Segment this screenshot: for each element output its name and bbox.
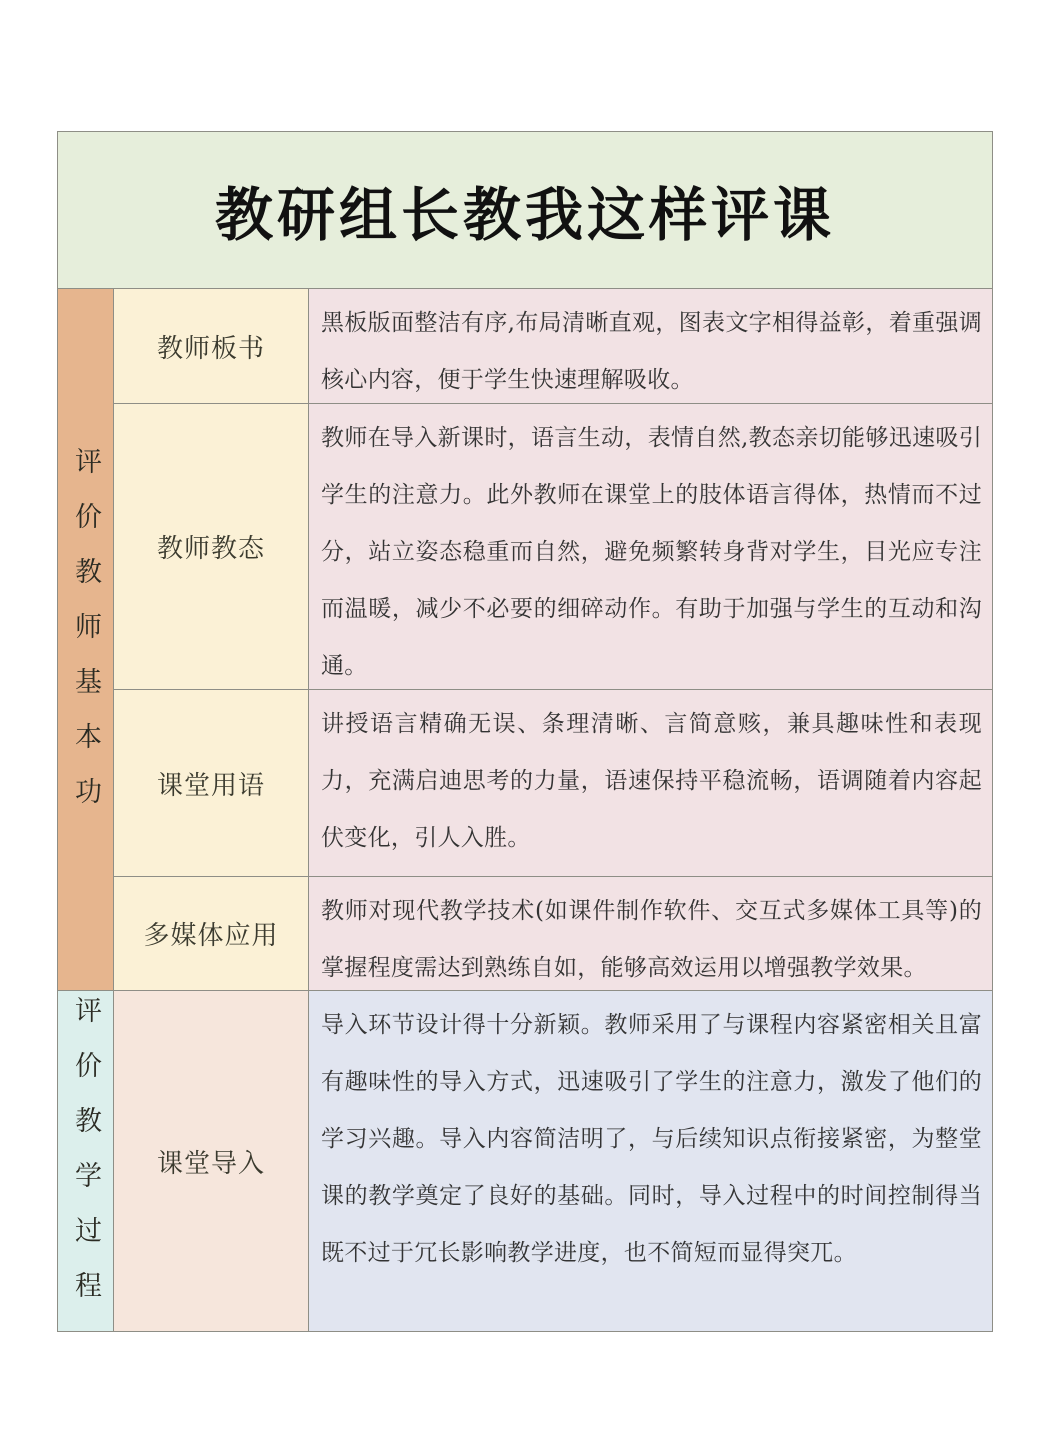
category-label: 评价教学过程 xyxy=(70,996,101,1326)
page-title: 教研组长教我这样评课 xyxy=(214,181,835,249)
item-description: 黑板版面整洁有序,布局清晰直观，图表文字相得益彰，着重强调核心内容，便于学生快速理解吸收。 xyxy=(309,289,992,403)
category-cell xyxy=(58,991,114,1331)
item-label: 多媒体应用 xyxy=(114,877,309,990)
table-row xyxy=(114,991,992,1331)
table-row xyxy=(114,404,992,690)
item-description: 教师对现代教学技术(如课件制作软件、交互式多媒体工具等)的掌握程度需达到熟练自如，能够高效运用以增强教学效果。 xyxy=(309,877,992,990)
section-rows xyxy=(114,991,992,1331)
table-row xyxy=(114,289,992,404)
item-description: 导入环节设计得十分新颖。教师采用了与课程内容紧密相关且富有趣味性的导入方式，迅速吸引了学生的注意力，激发了他们的学习兴趣。导入内容简洁明了，与后续知识点衔接紧密，为整堂课的教学奠定了良好的基础。同时，导入过程中的时间控制得当既不过于冗长影响教学进度，也不简短而显得突兀。 xyxy=(309,991,992,1331)
item-label: 课堂导入 xyxy=(114,991,309,1331)
evaluation-table xyxy=(57,131,993,1332)
section-teacher-fundamentals xyxy=(58,289,992,991)
category-label: 评价教师基本功 xyxy=(70,447,101,832)
item-description: 教师在导入新课时，语言生动，表情自然,教态亲切能够迅速吸引学生的注意力。此外教师在课堂上的肢体语言得体，热情而不过分，站立姿态稳重而自然，避免频繁转身背对学生，目光应专注而温暖，减少不必要的细碎动作。有助于加强与学生的互动和沟通。 xyxy=(309,404,992,689)
item-description: 讲授语言精确无误、条理清晰、言简意赅，兼具趣味性和表现力，充满启迪思考的力量，语速保持平稳流畅，语调随着内容起伏变化，引人入胜。 xyxy=(309,690,992,876)
table-row xyxy=(114,877,992,990)
item-label: 教师教态 xyxy=(114,404,309,689)
item-label: 教师板书 xyxy=(114,289,309,403)
category-cell xyxy=(58,289,114,990)
title-banner xyxy=(58,132,992,289)
table-row xyxy=(114,690,992,877)
section-teaching-process xyxy=(58,991,992,1331)
item-label: 课堂用语 xyxy=(114,690,309,876)
section-rows xyxy=(114,289,992,990)
